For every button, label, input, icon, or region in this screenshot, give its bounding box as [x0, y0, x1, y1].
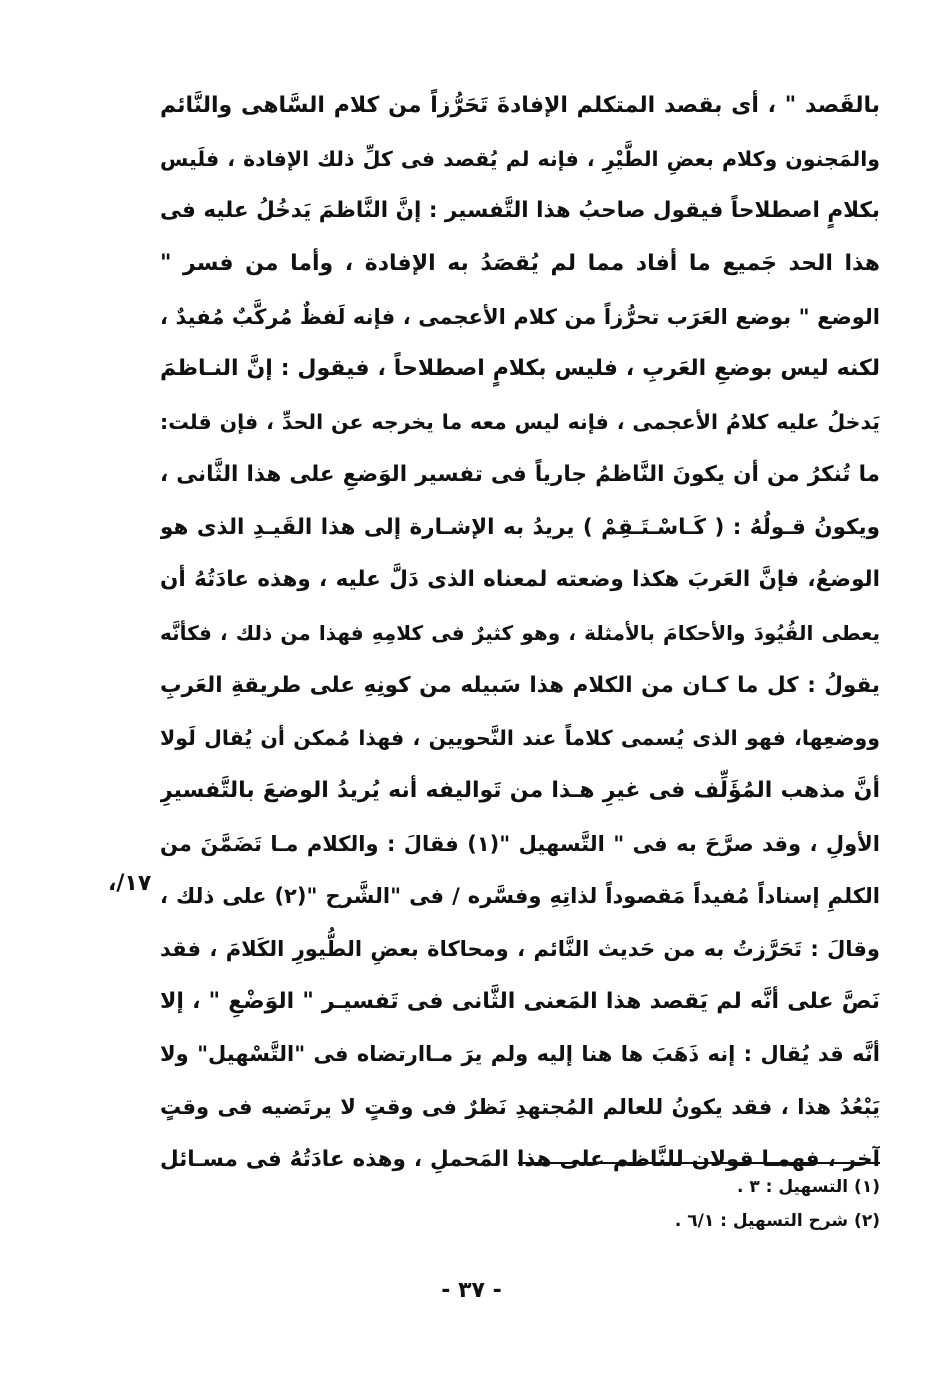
text-line: [160, 1028, 880, 1081]
text-line: [160, 449, 880, 502]
text-line-content: آخر ، فهمـا قولان للنَّاظم على هذا المَحملِ ، وهذه عادَتُهُ فى مسـائل: [160, 1146, 880, 1172]
text-line-content: بكلامٍ اصطلاحاً فيقول صاحبُ هذا التَّفسير : إنَّ النَّاظمَ يَدخُلُ عليه فى: [160, 198, 880, 224]
footnote: (٢) شرح التسهيل : ٦/١ .: [674, 1211, 880, 1231]
text-line-content: ووضعِها، فهو الذى يُسمى كلاماً عند النَّحويين ، فهذا مُمكن أن يُقال لَولا: [160, 726, 880, 751]
text-line-content: يَبْعُدُ هذا ، فقد يكونُ للعالم المُجتهدِ نَظرٌ فى وقتٍ لا يرتَضيه فى وقتٍ: [160, 1095, 880, 1120]
text-line: [160, 554, 880, 607]
text-line-content: ما تُنكرُ من أن يكونَ النَّاظمُ جارياً فى تفسير الوَضعِ على هذا الثَّانى ،: [160, 461, 880, 487]
text-line: [160, 1081, 880, 1134]
footnotes: [380, 1170, 880, 1238]
text-line: [160, 133, 880, 186]
text-line-content: والمَجنون وكلام بعضِ الطَّيْرِ ، فإنه لم يُقصد فى كلِّ ذلك الإفادة ، فلَيس: [160, 146, 880, 171]
text-line-content: الوضعُ، فإنَّ العَربَ هكذا وضعته لمعناه الذى دَلَّ عليه ، وهذه عادَتُهُ أن: [160, 567, 880, 593]
text-line-content: أنَّ مذهب المُؤَلِّف فى غيرِ هـذا من تَواليفه أنه يُريدُ الوضعَ بالتَّفسيرِ: [160, 777, 880, 803]
text-line-content: هذا الحد جَميع ما أفاد مما لم يُقصَدُ به الإفادة ، وأما من فسر ": [160, 251, 880, 277]
text-line-content: الأولِ ، وقد صرَّحَ به فى " التَّسهيل "(١) فقالَ : والكلام مـا تَضَمَّنَ من: [160, 831, 880, 856]
text-line: [160, 185, 880, 238]
footnote-divider: [518, 1162, 880, 1164]
text-line: [160, 343, 880, 396]
text-line: [160, 976, 880, 1029]
text-line-content: الوضع " بوضع العَرَب تحرُّزاً من كلام الأعجمى ، فإنه لَفظٌ مُركَّبٌ مُفيدٌ ،: [160, 304, 880, 329]
text-line: [160, 80, 880, 133]
text-line: [160, 660, 880, 713]
text-line: [160, 607, 880, 660]
text-line: [160, 238, 880, 291]
manuscript-folio-note: ١٧/،: [108, 871, 152, 896]
text-line-content: لكنه ليس بوضعِ العَربِ ، فليس بكلامٍ اصطلاحاً ، فيقول : إنَّ النـاظمَ: [160, 356, 880, 382]
text-line: [160, 396, 880, 449]
text-line-content: يَدخلُ عليه كلامُ الأعجمى ، فإنه ليس معه ما يخرجه عن الحدِّ ، فإن قلت:: [160, 410, 880, 435]
text-line: [160, 712, 880, 765]
main-text-block: [160, 80, 880, 1186]
text-line: [160, 923, 880, 976]
text-line-content: يقولُ : كل ما كـان من الكلام هذا سَبيله من كونِهِ على طريقةِ العَربِ: [160, 672, 880, 698]
text-line-content: نَصَّ على أنَّه لم يَقصد هذا المَعنى الثَّانى فى تَفسيـر " الوَضْعِ " ، إلا: [160, 988, 880, 1014]
text-line-content: الكلمِ إسناداً مُفيداً مَقصوداً لذاتِهِ وفسَّره / فى "الشَّرح "(٢) على ذلك ،: [160, 884, 880, 909]
text-line-content: أنَّه قد يُقال : إنه ذَهَبَ ها هنا إليه ولم يرَ مـاارتضاه فى "التَّسْهيل" ولا: [160, 1042, 880, 1067]
text-line-content: يعطى القُيُودَ والأحكامَ بالأمثلة ، وهو كثيرٌ فى كلامِهِ فهذا من ذلك ، فكأنَّه: [160, 620, 880, 645]
text-line: [160, 502, 880, 555]
text-line-content: وقالَ : تَحَرَّزتُ به من حَديث النَّائم ، ومحاكاة بعضِ الطُّيورِ الكَلامَ ، فقد: [160, 937, 880, 961]
page-number: - ٣٧ -: [441, 1278, 502, 1303]
text-line: [160, 870, 880, 923]
text-line: [160, 291, 880, 344]
footnote: (١) التسهيل : ٣ .: [736, 1177, 880, 1197]
text-line: [160, 765, 880, 818]
text-line-content: ويكونُ قـولُهُ : ( كَـاسْـتَـقِمْ ) يريدُ به الإشـارة إلى هذا القَيـدِ الذى هو: [160, 514, 880, 540]
text-line-content: بالقَصد " ، أى بقصد المتكلم الإفادةَ تَحَرُّزاً من كلام السَّاهى والنَّائم: [160, 93, 880, 118]
text-line: [160, 818, 880, 871]
